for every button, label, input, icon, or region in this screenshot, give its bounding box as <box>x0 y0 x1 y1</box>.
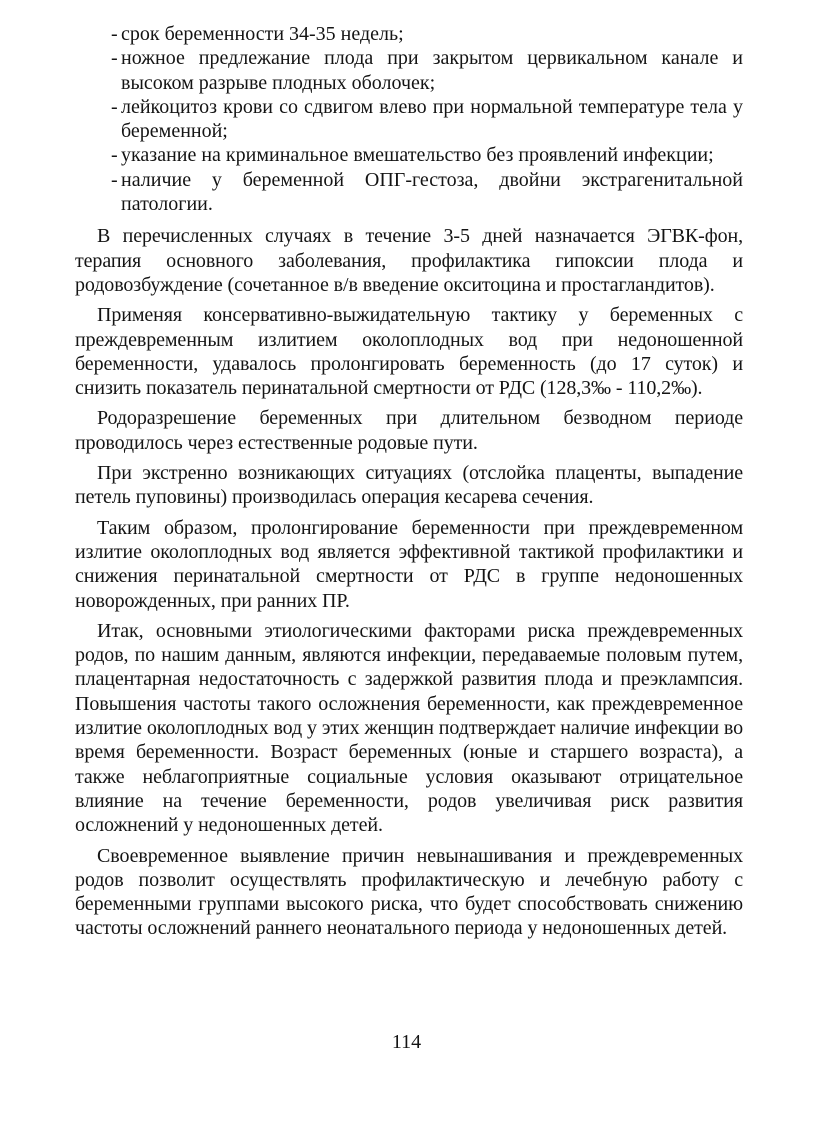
list-dash: - <box>111 23 118 45</box>
paragraph: Итак, основными этиологическими факторами риска преждевременных родов, по нашим данным, являются инфекции, передаваемые половым путем, плацентарная недостаточность с задержкой развития плода и преэклампсия. Повышения частоты такого осложнения беременности, как преждевременное излитие околоплодных вод у этих женщин подтверждает наличие инфекции во время беременности. Возраст беременных (юные и старшего возраста), а также неблагоприятные социальные условия оказывают отрицательное влияние на течение беременности, родов увеличивая риск развития осложнений у недоношенных детей. <box>75 619 743 837</box>
list-item <box>75 46 743 95</box>
list-item-text: наличие у беременной ОПГ-гестоза, двойни экстрагенитальной патологии. <box>121 168 743 216</box>
list-item-text: указание на криминальное вмешательство без проявлений инфекции; <box>121 144 714 167</box>
list-item <box>75 22 743 46</box>
criteria-list <box>75 22 743 216</box>
list-dash: - <box>111 95 118 118</box>
paragraph: При экстренно возникающих ситуациях (отслойка плаценты, выпадение петель пуповины) производилась операция кесарева сечения. <box>75 462 743 509</box>
list-dash: - <box>111 168 118 191</box>
paragraph: В перечисленных случаях в течение 3-5 дней назначается ЭГВК-фон, терапия основного заболевания, профилактика гипоксии плода и родовозбуждение (сочетанное в/в введение окситоцина и простагландитов). <box>75 225 743 296</box>
list-item-text: срок беременности 34-35 недель; <box>121 23 404 45</box>
list-item-text: ножное предлежание плода при закрытом цервикальном канале и высоком разрыве плодных оболочек; <box>121 47 743 94</box>
list-item <box>75 143 743 167</box>
body-text <box>75 22 743 941</box>
list-item-text: лейкоцитоз крови со сдвигом влево при нормальной температуре тела у беременной; <box>121 95 743 143</box>
list-dash: - <box>111 144 118 167</box>
paragraph: Таким образом, пролонгирование беременности при преждевременном излитие околоплодных вод является эффективной тактикой профилактики и снижения перинатальной смертности от РДС в группе недоношенных новорожденных, при ранних ПР. <box>75 516 743 612</box>
list-item <box>75 168 743 217</box>
list-item <box>75 95 743 144</box>
paragraph: Своевременное выявление причин невынашивания и преждевременных родов позволит осуществлять профилактическую и лечебную работу с беременными группами высокого риска, что будет способствовать снижению частоты осложнений раннего неонатального периода у недоношенных детей. <box>75 844 743 940</box>
paragraph: Применяя консервативно-выжидательную тактику у беременных с преждевременным излитием околоплодных вод при недоношенной беременности, удавалось пролонгировать беременность (до 17 суток) и снизить показатель перинатальной смертности от РДС (128,3‰ - 110,2‰). <box>75 304 743 400</box>
page-number: 114 <box>391 1031 422 1053</box>
paragraph: Родоразрешение беременных при длительном безводном периоде проводилось через естественные родовые пути. <box>75 407 743 454</box>
list-dash: - <box>111 47 118 70</box>
